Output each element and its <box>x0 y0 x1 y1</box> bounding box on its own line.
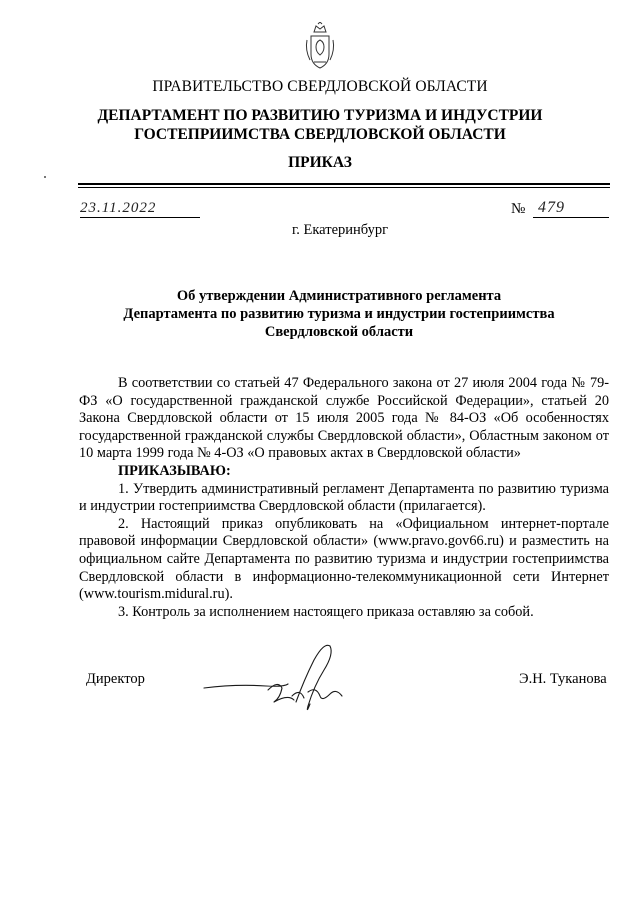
title-line-3: Свердловской области <box>264 324 414 340</box>
number-label: № <box>511 201 526 217</box>
government-name: ПРАВИТЕЛЬСТВО СВЕРДЛОВСКОЙ ОБЛАСТИ <box>152 78 488 95</box>
preamble-paragraph: В соответствии со статьей 47 Федерального закона от 27 июля 2004 года № 79-ФЗ «О государственной гражданской службе Российской Федерации», статьей 20 Закона Свердловской области от 15 июля 2005 года № 84-ОЗ «Об особенностях государственной гражданской службы Свердловской области», Областным законом от 10 марта 1999 года № 4-ОЗ «О правовых актах в Свердловской области» <box>79 375 609 462</box>
title-line-1: Об утверждении Административного регламента <box>176 288 502 304</box>
order-item-1: 1. Утвердить административный регламент Департамента по развитию туризма и индустрии гостеприимства Свердловской области (прилагается). <box>79 480 609 515</box>
order-item-3: 3. Контроль за исполнением настоящего приказа оставляю за собой. <box>118 603 534 620</box>
document-type: ПРИКАЗ <box>288 154 352 171</box>
header-rule-thick <box>78 183 610 185</box>
department-name <box>0 106 640 144</box>
document-title <box>0 287 640 341</box>
scan-speck <box>44 176 46 178</box>
order-number: 479 <box>538 199 565 216</box>
department-name-line-1: ДЕПАРТАМЕНТ ПО РАЗВИТИЮ ТУРИЗМА И ИНДУСТРИИ <box>97 107 543 124</box>
header-rule-thin <box>78 187 610 188</box>
signer-position: Директор <box>86 671 145 687</box>
department-name-line-2: ГОСТЕПРИИМСТВА СВЕРДЛОВСКОЙ ОБЛАСТИ <box>134 126 506 143</box>
document-body <box>79 375 609 621</box>
number-underline <box>533 217 609 218</box>
signer-name: Э.Н. Туканова <box>519 671 607 687</box>
order-word: ПРИКАЗЫВАЮ: <box>118 462 231 479</box>
order-date: 23.11.2022 <box>80 200 157 216</box>
handwritten-signature <box>196 640 366 720</box>
city: г. Екатеринбург <box>291 222 389 238</box>
order-item-2: 2. Настоящий приказ опубликовать на «Официальном интернет-портале правовой информации Свердловской области» (www.pravo.gov66.ru) и разместить на официальном сайте Департамента по развитию туризма и индустрии гостеприимства Свердловской области в информационно-телекоммуникационной сети Интернет (www.tourism.midural.ru). <box>79 515 609 603</box>
date-underline <box>80 217 200 218</box>
coat-of-arms-icon <box>304 22 336 70</box>
title-line-2: Департамента по развитию туризма и индустрии гостеприимства <box>123 306 555 322</box>
